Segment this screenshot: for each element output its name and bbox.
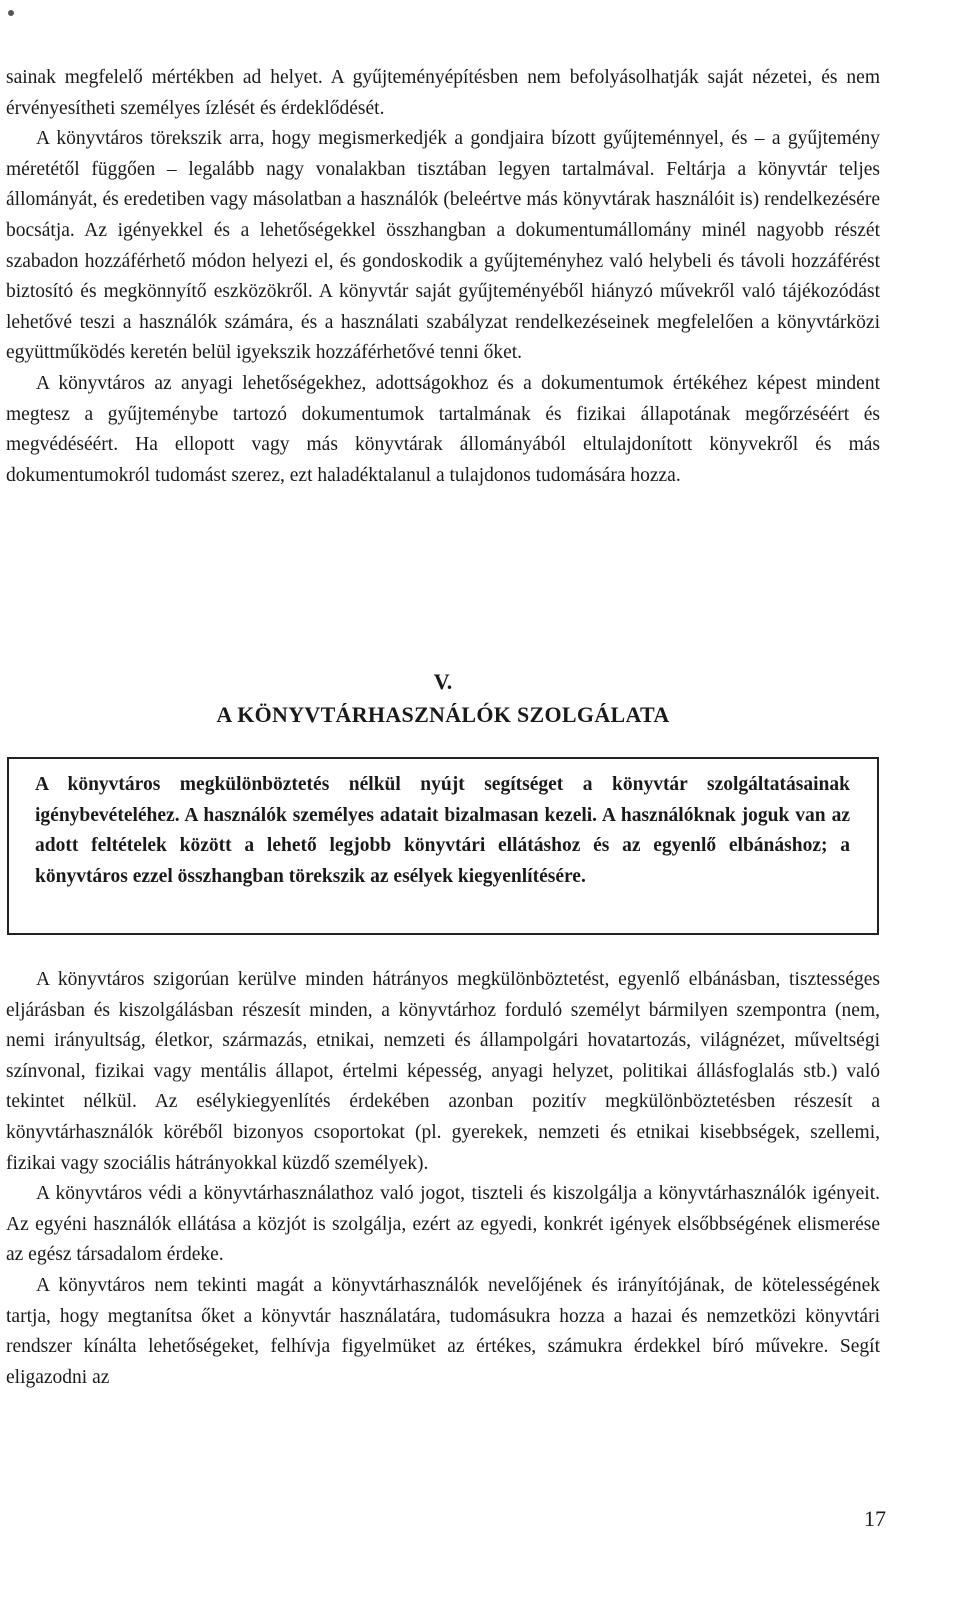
paragraph: A könyvtáros szigorúan kerülve minden hátrányos megkülönböztetést, egyenlő elbánásban, tisztességes eljárásban és kiszolgálásban részesít minden, a könyvtárhoz forduló személyt bármilyen szempontra (nem, nemi irányultság, életkor, származás, etnikai, nemzeti és állampolgári hovatartozás, világnézet, műveltségi színvonal, fizikai vagy mentális állapot, értelmi képesség, anyagi helyzet, politikai állásfoglalás stb.) való tekintet nélkül. Az esélykiegyenlítés érdekében azonban pozitív megkülönböztetésben részesít a könyvtárhasználók köréből bizonyos csoportokat (pl. gyerekek, nemzeti és etnikai kisebbségek, szellemi, fizikai vagy szociális hátrányokkal küzdő személyek).	[6, 969, 880, 1174]
paragraph: A könyvtáros törekszik arra, hogy megismerkedjék a gondjaira bízott gyűjteménnyel, és – a gyűjtemény méretétől függően – legalább nagy vonalakban tisztában legyen tartalmával. Feltárja a könyvtár teljes állományát, és eredetiben vagy másolatban a használók (beleértve más könyvtárak használóit is) rendelkezésére bocsátja. Az igényekkel és a lehetőségekkel összhangban a dokumentumállomány minél nagyobb részét szabadon hozzáférhető módon helyezi el, és gondoskodik a gyűjteményhez való helybeli és távoli hozzáférést biztosító és megkönnyítő eszközökről. A könyvtár saját gyűjteményéből hiányzó művekről való tájékozódást lehetővé teszi a használók számára, és a használati szabályzat rendelkezéseinek megfelelően a könyvtárközi együttműködés keretén belül igyekszik hozzáférhetővé tenni őket.	[6, 128, 880, 364]
chapter-number: V.	[433, 669, 453, 694]
page-number: 17	[864, 1506, 886, 1531]
paragraph: A könyvtáros nem tekinti magát a könyvtárhasználók nevelőjének és irányítójának, de kötelességének tartja, hogy megtanítsa őket a könyvtár használatára, tudomásukra hozza a hazai és nemzetközi könyvtári rendszer kínálta lehetőségeket, felhívja figyelmüket az értékes, számukra érdekkel bíró művekre. Segít eligazodni az	[6, 1274, 880, 1388]
paragraph: A könyvtáros az anyagi lehetőségekhez, adottságokhoz és a dokumentumok értékéhez képest mindent megtesz a gyűjteménybe tartozó dokumentumok tartalmának és fizikai állapotának megőrzéséért és megvédéséért. Ha ellopott vagy más könyvtárak állományából eltulajdonított könyvekről és más dokumentumokról tudomást szerez, ezt haladéktalanul a tulajdonos tudomására hozza.	[6, 372, 880, 486]
paragraph: A könyvtáros védi a könyvtárhasználathoz való jogot, tiszteli és kiszolgálja a könyvtárhasználók igényeit. Az egyéni használók ellátása a közjót is szolgálja, ezért az egyedi, konkrét igények elsőbbségének elismerése az egész társadalom érdeke.	[6, 1183, 880, 1266]
chapter-title: A KÖNYVTÁRHASZNÁLÓK SZOLGÁLATA	[216, 702, 670, 727]
paragraph: sainak megfelelő mértékben ad helyet. A gyűjteményépítésben nem befolyásolhatják saját nézetei, és nem érvényesítheti személyes ízlését és érdeklődését.	[6, 67, 880, 119]
principle-text: A könyvtáros megkülönböztetés nélkül nyújt segítséget a könyvtár szolgáltatásainak igénybevételéhez. A használók személyes adatait bizalmasan kezeli. A használóknak joguk van az adott feltételek között a lehető legjobb könyvtári ellátáshoz és az egyenlő elbánáshoz; a könyvtáros ezzel összhangban törekszik az esélyek kiegyenlítésére.	[35, 774, 850, 887]
top-text-block	[6, 63, 880, 491]
speck-mark	[8, 10, 14, 16]
principle-box	[7, 757, 879, 935]
bottom-text-block	[6, 965, 880, 1393]
